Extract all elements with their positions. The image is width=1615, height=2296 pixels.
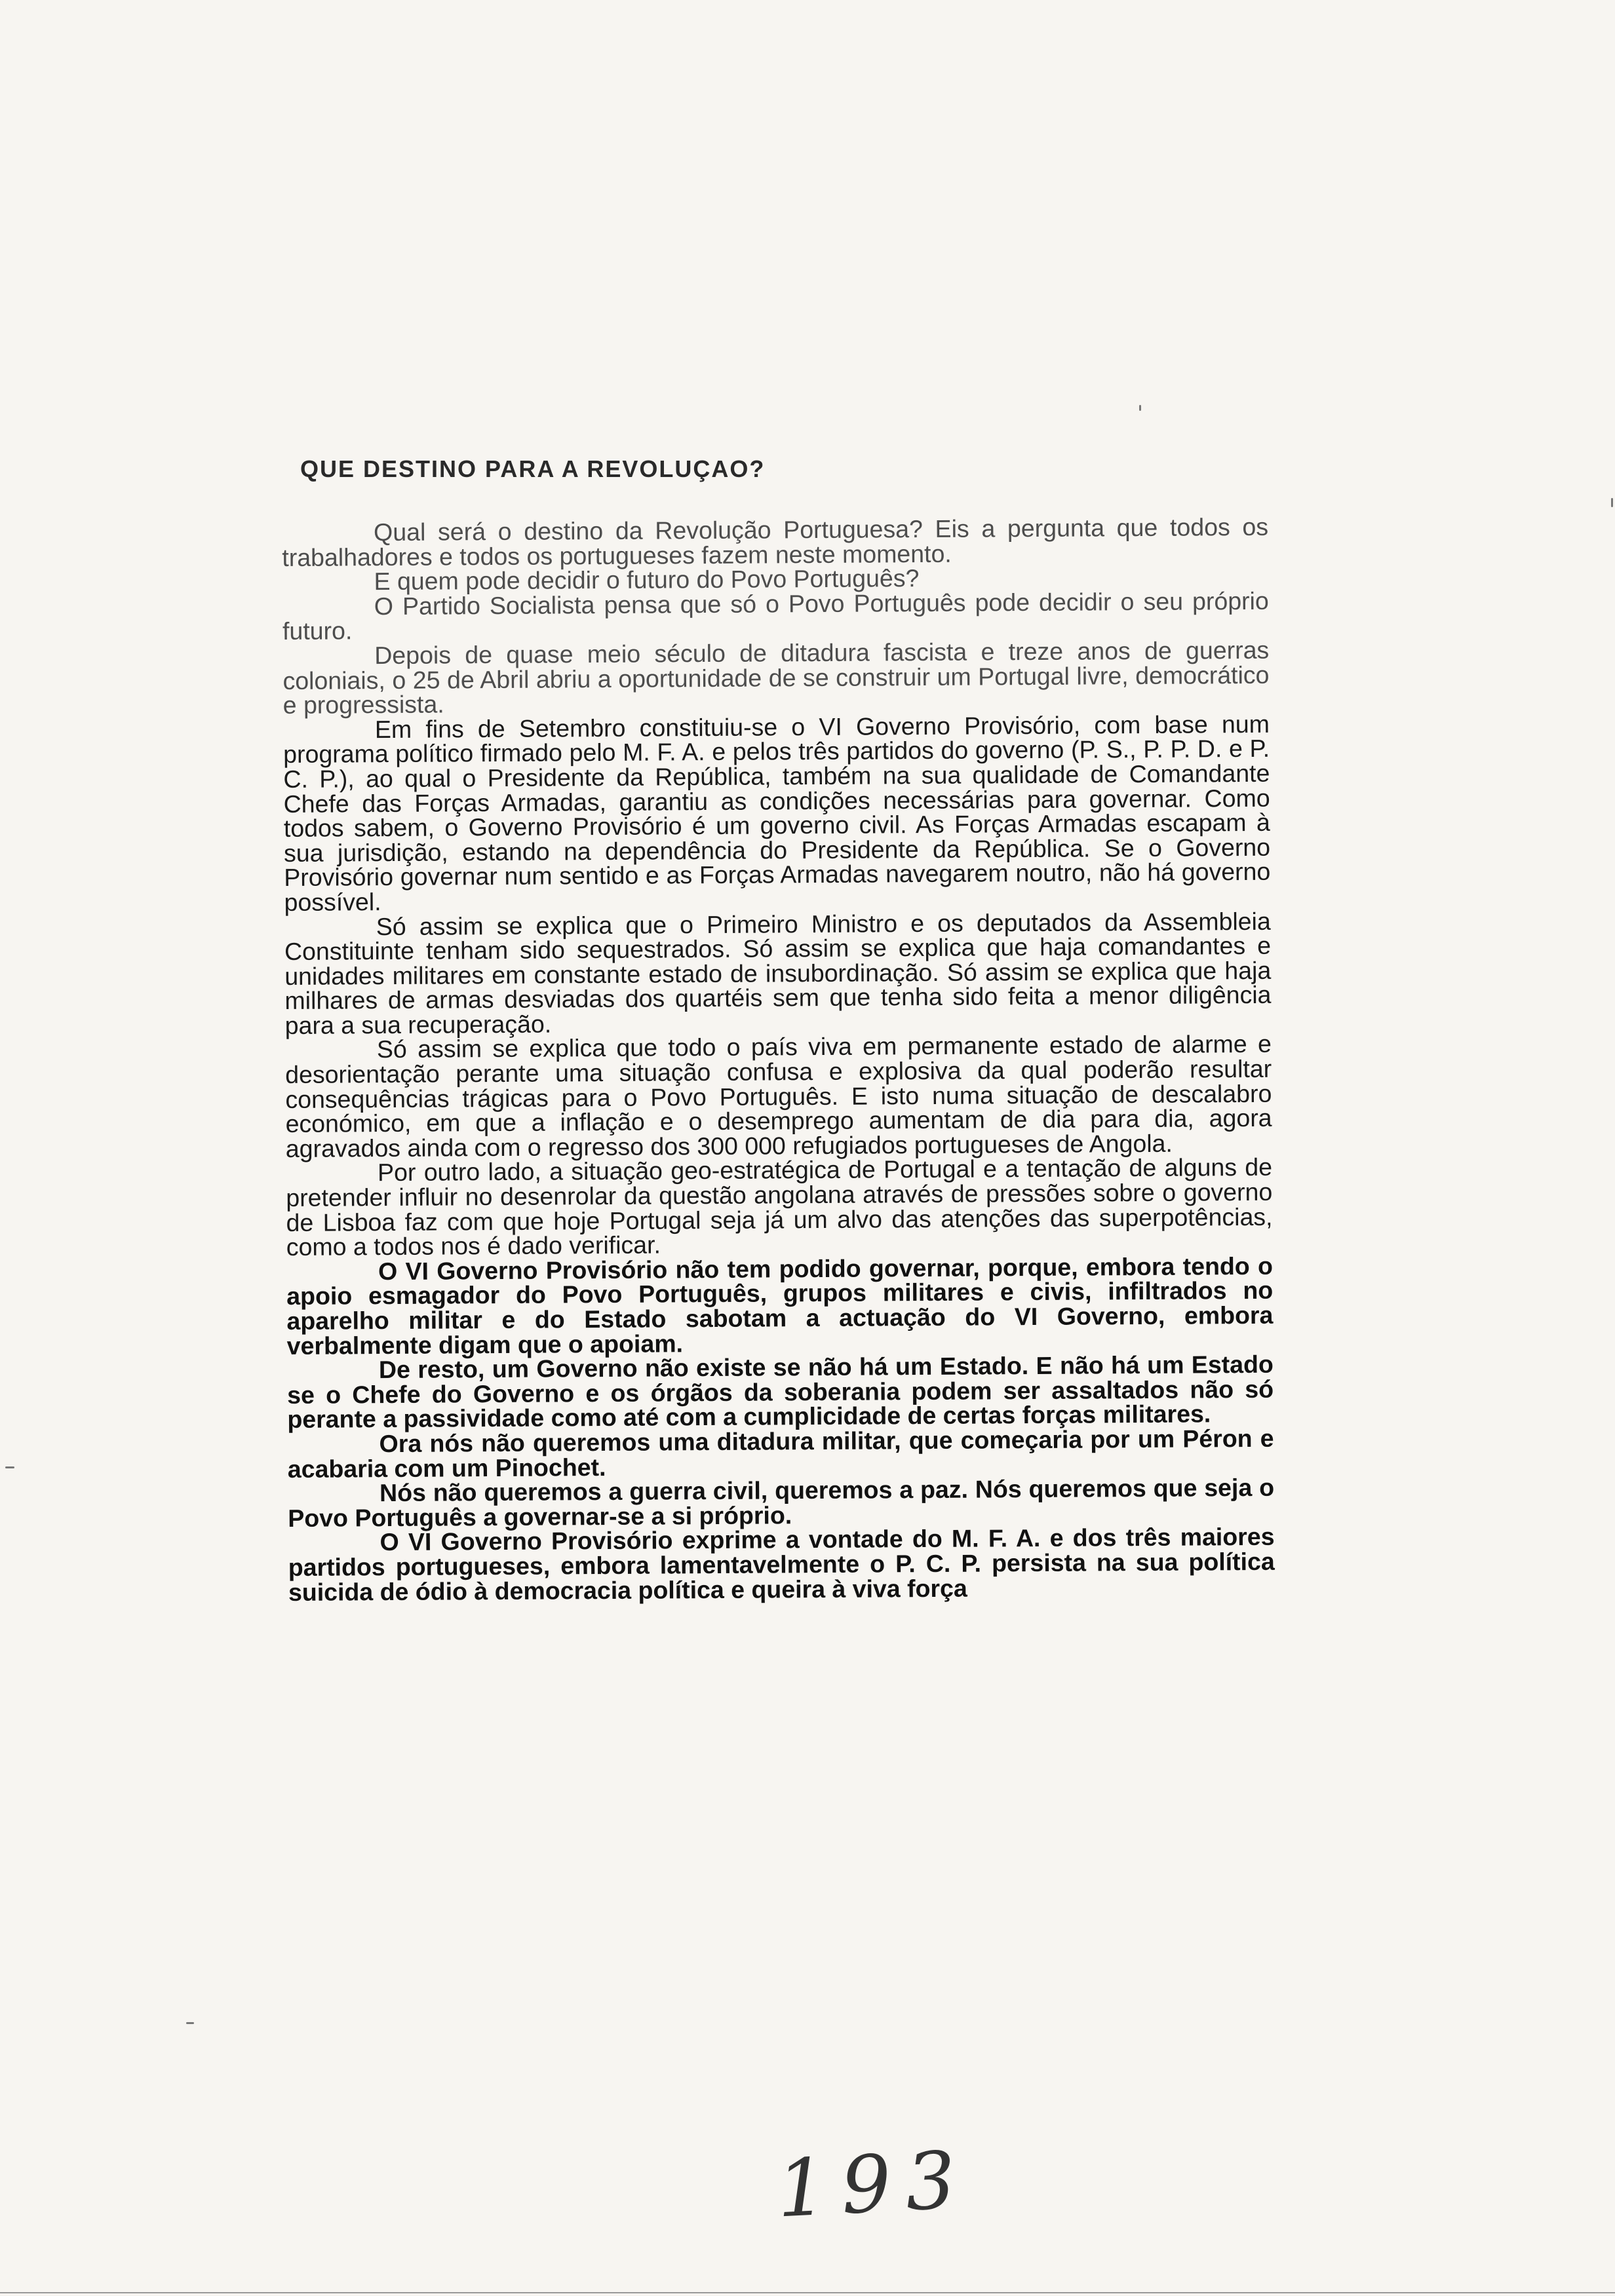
paragraph: Só assim se explica que todo o país viva em permanente estado de alarme e desorientação perante uma situação confusa e explosiva da qual poderão resultar consequências trágicas para o Povo Português. E isto numa situação de descalabro económico, em que a inflação e o desemprego aumentam de dia para dia, agora agravados ainda com o regresso dos 300 000 refugiados portugueses de Angola. (285, 1030, 1272, 1162)
document-body (282, 512, 1275, 1606)
paragraph: Ora nós não queremos uma ditadura militar, que começaria por um Péron e acabaria com um Pinochet. (287, 1424, 1274, 1483)
paragraph: Em fins de Setembro constituiu-se o VI Governo Provisório, com base num programa político firmado pelo M. F. A. e pelos três partidos do governo (P. S., P. P. D. e P. C. P.), ao qual o Presidente da República, também na sua qualidade de Comandante Chefe das Forças Armadas, garantiu as condições necessárias para governar. Como todos sabem, o Governo Provisório é um governo civil. As Forças Armadas escapam à sua jurisdição, estando na dependência do Presidente da República. Se o Governo Provisório governar num sentido e as Forças Armadas navegarem noutro, não há governo possível. (283, 710, 1271, 916)
paragraph: E quem pode decidir o futuro do Povo Português? (374, 564, 920, 596)
paragraph: Depois de quase meio século de ditadura fascista e treze anos de guerras coloniais, o 25 de Abril abriu a oportunidade de se construir um Portugal livre, democrático e progressista. (282, 636, 1270, 719)
paragraph: Nós não queremos a guerra civil, queremos a paz. Nós queremos que seja o Povo Português a governar-se a si próprio. (288, 1473, 1275, 1532)
scan-speck (186, 2022, 194, 2024)
paragraph: O Partido Socialista pensa que só o Povo Português pode decidir o seu próprio futuro. (282, 586, 1269, 645)
handwritten-page-number: 193 (774, 2134, 973, 2236)
paragraph: Qual será o destino da Revolução Portuguesa? Eis a pergunta que todos os trabalhadores e todos os portugueses fazem neste momento. (282, 512, 1269, 571)
scan-speck (1139, 405, 1141, 411)
scan-edge-line (0, 2292, 1615, 2293)
document-title: QUE DESTINO PARA A REVOLUÇAO? (300, 455, 766, 482)
paragraph: Só assim se explica que o Primeiro Ministro e os deputados da Assembleia Constituinte tenham sido sequestrados. Só assim se explica que haja comandantes e unidades militares em constante estado de insubordinação. Só assim se explica que haja milhares de armas desviadas dos quartéis sem que tenha sido feita a menor diligência para a sua recuperação. (284, 907, 1272, 1039)
scan-speck (5, 1466, 14, 1468)
paragraph: O VI Governo Provisório não tem podido governar, porque, embora tendo o apoio esmagador do Povo Português, grupos militares e civis, infiltrados no aparelho militar e do Estado sabotam a actuação do VI Governo, embora verbalmente digam que o apoiam. (286, 1252, 1274, 1360)
paragraph: De resto, um Governo não existe se não há um Estado. E não há um Estado se o Chefe do Governo e os órgãos da soberania podem ser assaltados não só perante a passividade como até com a cumplicidade de certas forças militares. (287, 1350, 1274, 1434)
paragraph: O VI Governo Provisório exprime a vontade do M. F. A. e dos três maiores partidos portugueses, embora lamentavelmente o P. C. P. persista na sua política suicida de ódio à democracia política e queira à viva força (288, 1523, 1275, 1606)
paragraph: Por outro lado, a situação geo-estratégica de Portugal e a tentação de alguns de pretender influir no desenrolar da questão angolana através de pressões sobre o governo de Lisboa faz com que hoje Portugal seja já um alvo das atenções das superpotências, como a todos nos é dado verificar. (286, 1153, 1273, 1261)
scan-speck (1611, 498, 1613, 507)
